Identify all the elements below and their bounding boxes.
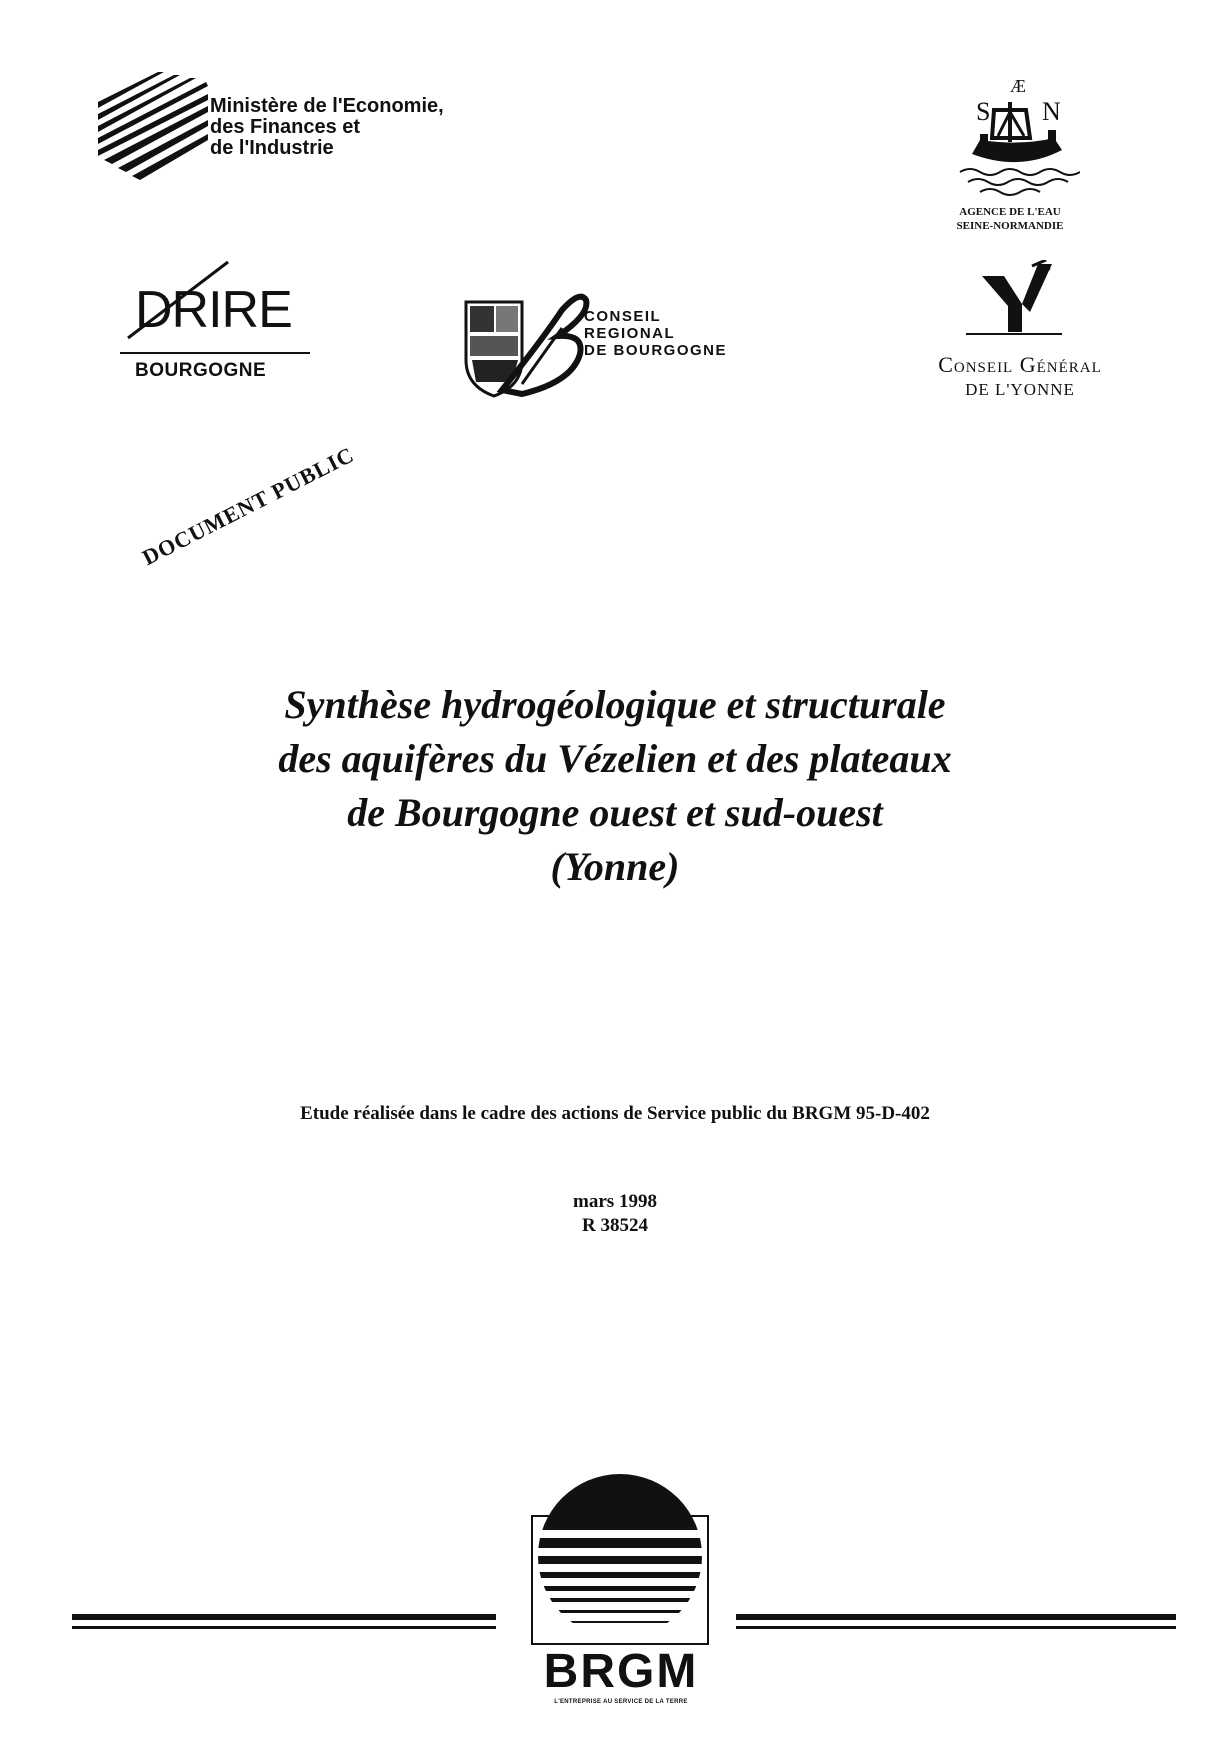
agence-monogram-s: S — [976, 97, 991, 126]
ministry-logo-mark — [98, 72, 218, 182]
footer-rule-left-thick — [72, 1614, 496, 1620]
agence-eau-logo — [950, 72, 1080, 202]
title-line-2: des aquifères du Vézelien et des plateaux — [278, 736, 952, 781]
cr-line-1: CONSEIL — [584, 308, 662, 325]
footer-rule-left-thin — [72, 1626, 496, 1629]
agence-line-1: AGENCE DE L'EAU — [959, 206, 1061, 218]
drire-divider — [120, 352, 310, 354]
title-line-1: Synthèse hydrogéologique et structurale — [284, 682, 946, 727]
ministry-line-1: Ministère de l'Economie, — [210, 95, 444, 117]
title-line-3: de Bourgogne ouest et sud-ouest — [347, 790, 883, 835]
ministry-line-3: de l'Industrie — [210, 137, 334, 159]
conseil-general-title: Conseil Général — [938, 352, 1102, 377]
report-date: mars 1998 — [573, 1191, 657, 1212]
conseil-general-divider — [966, 333, 1062, 335]
waves-icon — [960, 169, 1080, 195]
agence-monogram-n: N — [1042, 97, 1061, 126]
ministry-name — [210, 96, 444, 159]
drire-region: BOURGOGNE — [135, 360, 267, 381]
document-title — [120, 678, 1110, 894]
conseil-regional-name — [584, 308, 727, 359]
yonne-y-emblem — [982, 260, 1052, 336]
agence-monogram-top: Æ — [1010, 76, 1027, 96]
agence-line-2: SEINE-NORMANDIE — [956, 220, 1064, 232]
conseil-general-sub: DE L'YONNE — [965, 380, 1075, 399]
brgm-wordmark: BRGM — [543, 1645, 699, 1698]
document-public-stamp: DOCUMENT PUBLIC — [138, 441, 359, 571]
title-line-4: (Yonne) — [550, 844, 680, 889]
cr-line-3: DE BOURGOGNE — [584, 342, 728, 359]
yonne-y-icon — [982, 260, 1052, 332]
coat-of-arms-icon — [466, 302, 522, 396]
footer-rule-right-thin — [736, 1626, 1176, 1629]
agence-eau-name — [930, 205, 1090, 233]
brgm-logo-mark — [530, 1466, 710, 1646]
footer-rule-right-thick — [736, 1614, 1176, 1620]
conseil-regional-emblem — [462, 290, 590, 400]
study-line: Etude réalisée dans le cadre des actions de Service public du BRGM 95-D-402 — [300, 1103, 930, 1124]
brgm-slogan: L'ENTREPRISE AU SERVICE DE LA TERRE — [554, 1699, 688, 1705]
cr-line-2: REGIONAL — [584, 325, 676, 342]
ministry-line-2: des Finances et — [210, 116, 361, 138]
report-number: R 38524 — [582, 1215, 648, 1236]
drire-wordmark: DRIRE — [135, 281, 292, 339]
date-block — [500, 1190, 730, 1238]
